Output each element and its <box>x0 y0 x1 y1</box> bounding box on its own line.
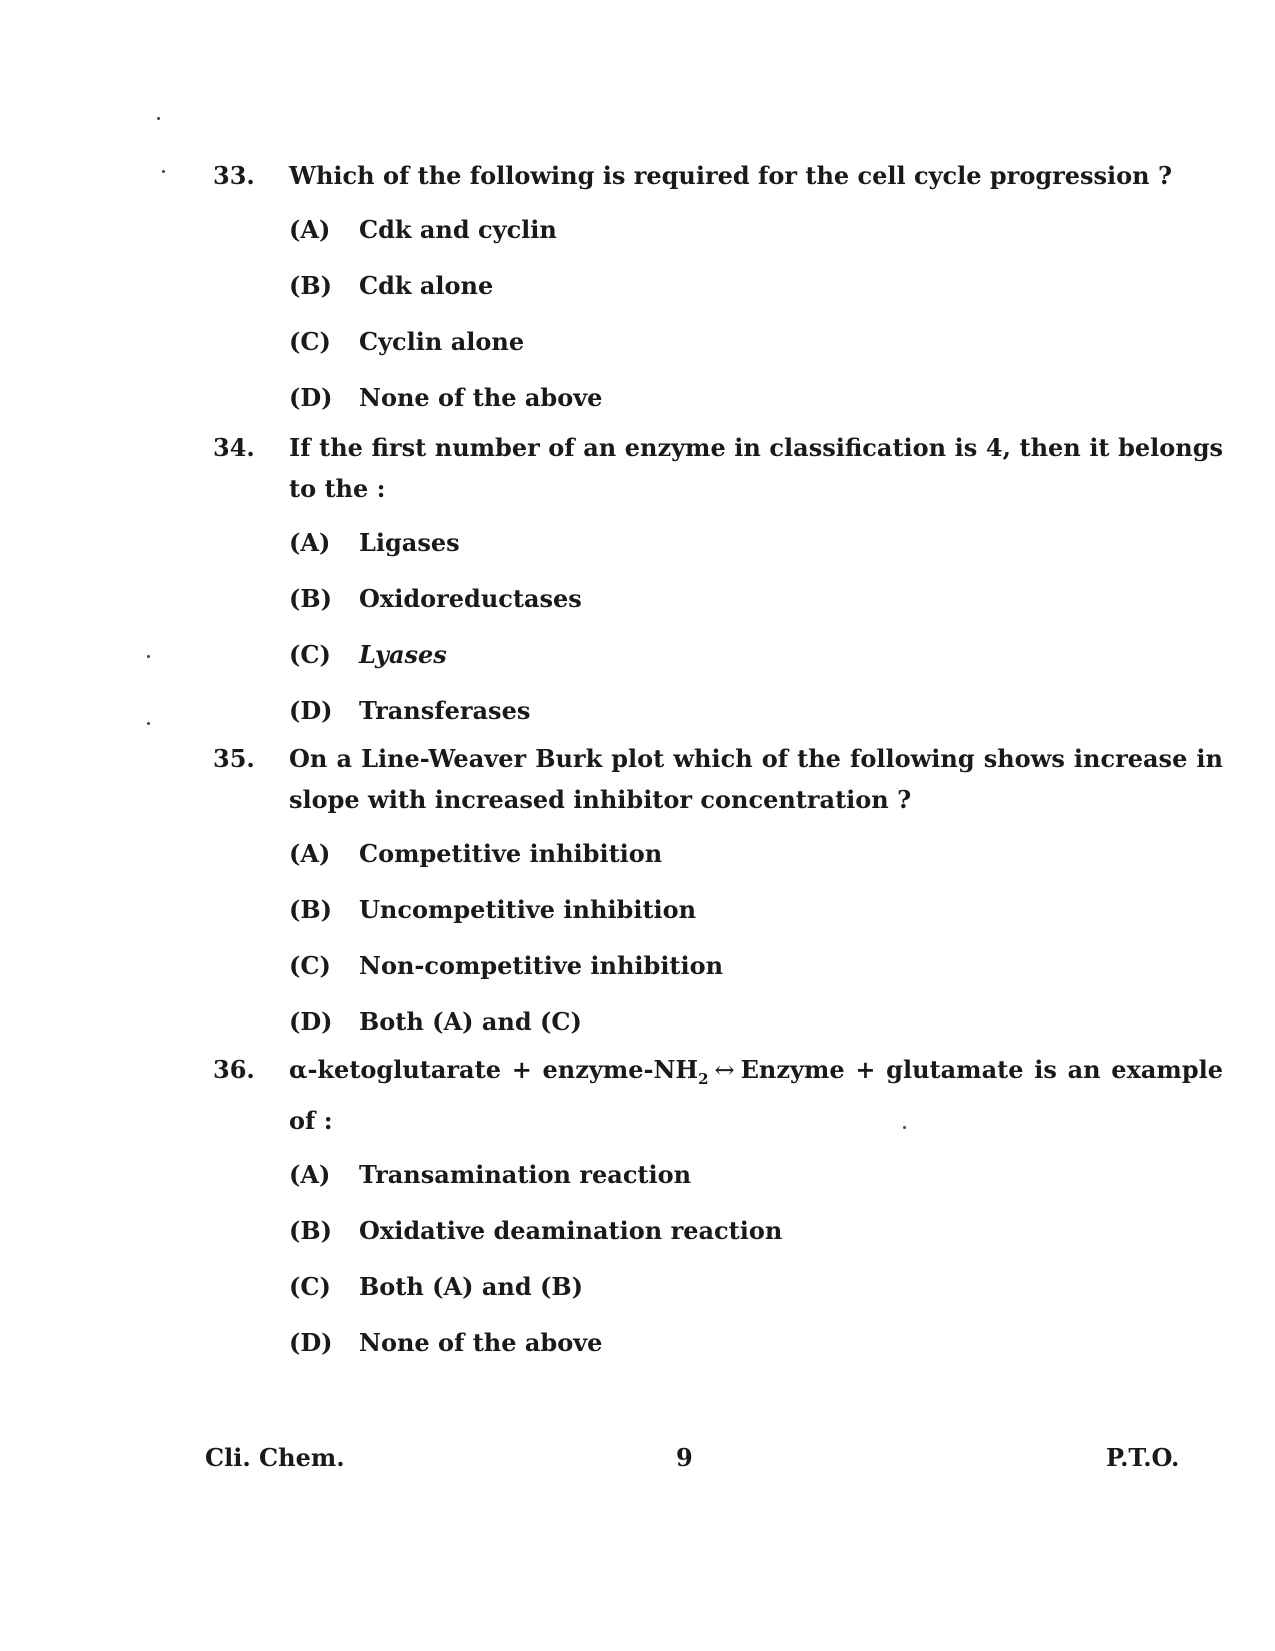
option-a[interactable] <box>289 522 1223 578</box>
option-text: Oxidative deamination reaction <box>359 1216 783 1245</box>
footer-subject-code: Cli. Chem. <box>205 1443 345 1472</box>
option-label: (B) <box>289 1216 332 1245</box>
option-text: Oxidoreductases <box>359 584 582 613</box>
option-text: Lyases <box>359 640 447 669</box>
option-d[interactable] <box>289 1322 1223 1378</box>
option-list <box>289 1154 1223 1378</box>
option-label: (D) <box>289 1328 333 1357</box>
option-label: (B) <box>289 271 332 300</box>
option-text: Both (A) and (C) <box>359 1007 582 1036</box>
option-label: (D) <box>289 696 333 725</box>
option-label: (B) <box>289 895 332 924</box>
option-a[interactable] <box>289 1154 1223 1210</box>
option-a[interactable] <box>289 833 1223 889</box>
option-text: Non-competitive inhibition <box>359 951 724 980</box>
option-text: Both (A) and (B) <box>359 1272 584 1301</box>
option-text: Ligases <box>359 528 460 557</box>
page-number: 9 <box>676 1443 693 1472</box>
question-35 <box>213 738 1223 1057</box>
scan-speck <box>147 722 150 725</box>
option-label: (A) <box>289 528 331 557</box>
option-b[interactable] <box>289 578 1223 634</box>
question-number: 34. <box>213 433 255 462</box>
question-text: Which of the following is required for the cell cycle progression ? <box>289 161 1173 190</box>
option-text: None of the above <box>359 1328 603 1357</box>
option-a[interactable] <box>289 209 1223 265</box>
reversible-arrow-icon: ↔ <box>714 1056 735 1084</box>
question-number: 35. <box>213 744 255 773</box>
option-label: (B) <box>289 584 332 613</box>
option-list <box>289 833 1223 1057</box>
question-number: 33. <box>213 161 255 190</box>
option-d[interactable] <box>289 377 1223 433</box>
option-text: Cdk and cyclin <box>359 215 557 244</box>
question-text <box>289 1049 1223 1141</box>
option-text: Competitive inhibition <box>359 839 663 868</box>
subscript: 2 <box>698 1070 709 1088</box>
option-text: Cdk alone <box>359 271 494 300</box>
option-label: (A) <box>289 215 331 244</box>
option-list <box>289 522 1223 746</box>
option-label: (C) <box>289 1272 331 1301</box>
scan-speck <box>162 170 165 173</box>
option-label: (C) <box>289 951 331 980</box>
option-c[interactable] <box>289 321 1223 377</box>
option-text: Transferases <box>359 696 531 725</box>
scan-speck <box>157 117 160 120</box>
option-c[interactable] <box>289 1266 1223 1322</box>
option-text: Transamination reaction <box>359 1160 692 1189</box>
option-label: (C) <box>289 327 331 356</box>
option-c[interactable] <box>289 634 1223 690</box>
option-text: None of the above <box>359 383 603 412</box>
option-label: (D) <box>289 1007 333 1036</box>
option-label: (A) <box>289 839 331 868</box>
option-c[interactable] <box>289 945 1223 1001</box>
option-b[interactable] <box>289 1210 1223 1266</box>
option-text: Uncompetitive inhibition <box>359 895 697 924</box>
question-text: On a Line-Weaver Burk plot which of the following shows increase in slope with increased inhibitor concentration ? <box>289 744 1223 814</box>
question-34 <box>213 427 1223 746</box>
option-b[interactable] <box>289 889 1223 945</box>
option-label: (D) <box>289 383 333 412</box>
option-list <box>289 209 1223 433</box>
option-label: (C) <box>289 640 331 669</box>
footer-pto: P.T.O. <box>1106 1443 1180 1472</box>
scan-speck <box>147 655 150 658</box>
reaction-reactants: α-ketoglutarate + enzyme-NH <box>289 1055 699 1084</box>
option-label: (A) <box>289 1160 331 1189</box>
option-b[interactable] <box>289 265 1223 321</box>
question-33 <box>213 155 1223 433</box>
question-text: If the first number of an enzyme in classification is 4, then it belongs to the : <box>289 433 1223 503</box>
question-number: 36. <box>213 1055 255 1084</box>
option-text: Cyclin alone <box>359 327 525 356</box>
reaction-products: Enzyme + glutamate is an example of : <box>289 1055 1223 1135</box>
question-36 <box>213 1049 1223 1378</box>
